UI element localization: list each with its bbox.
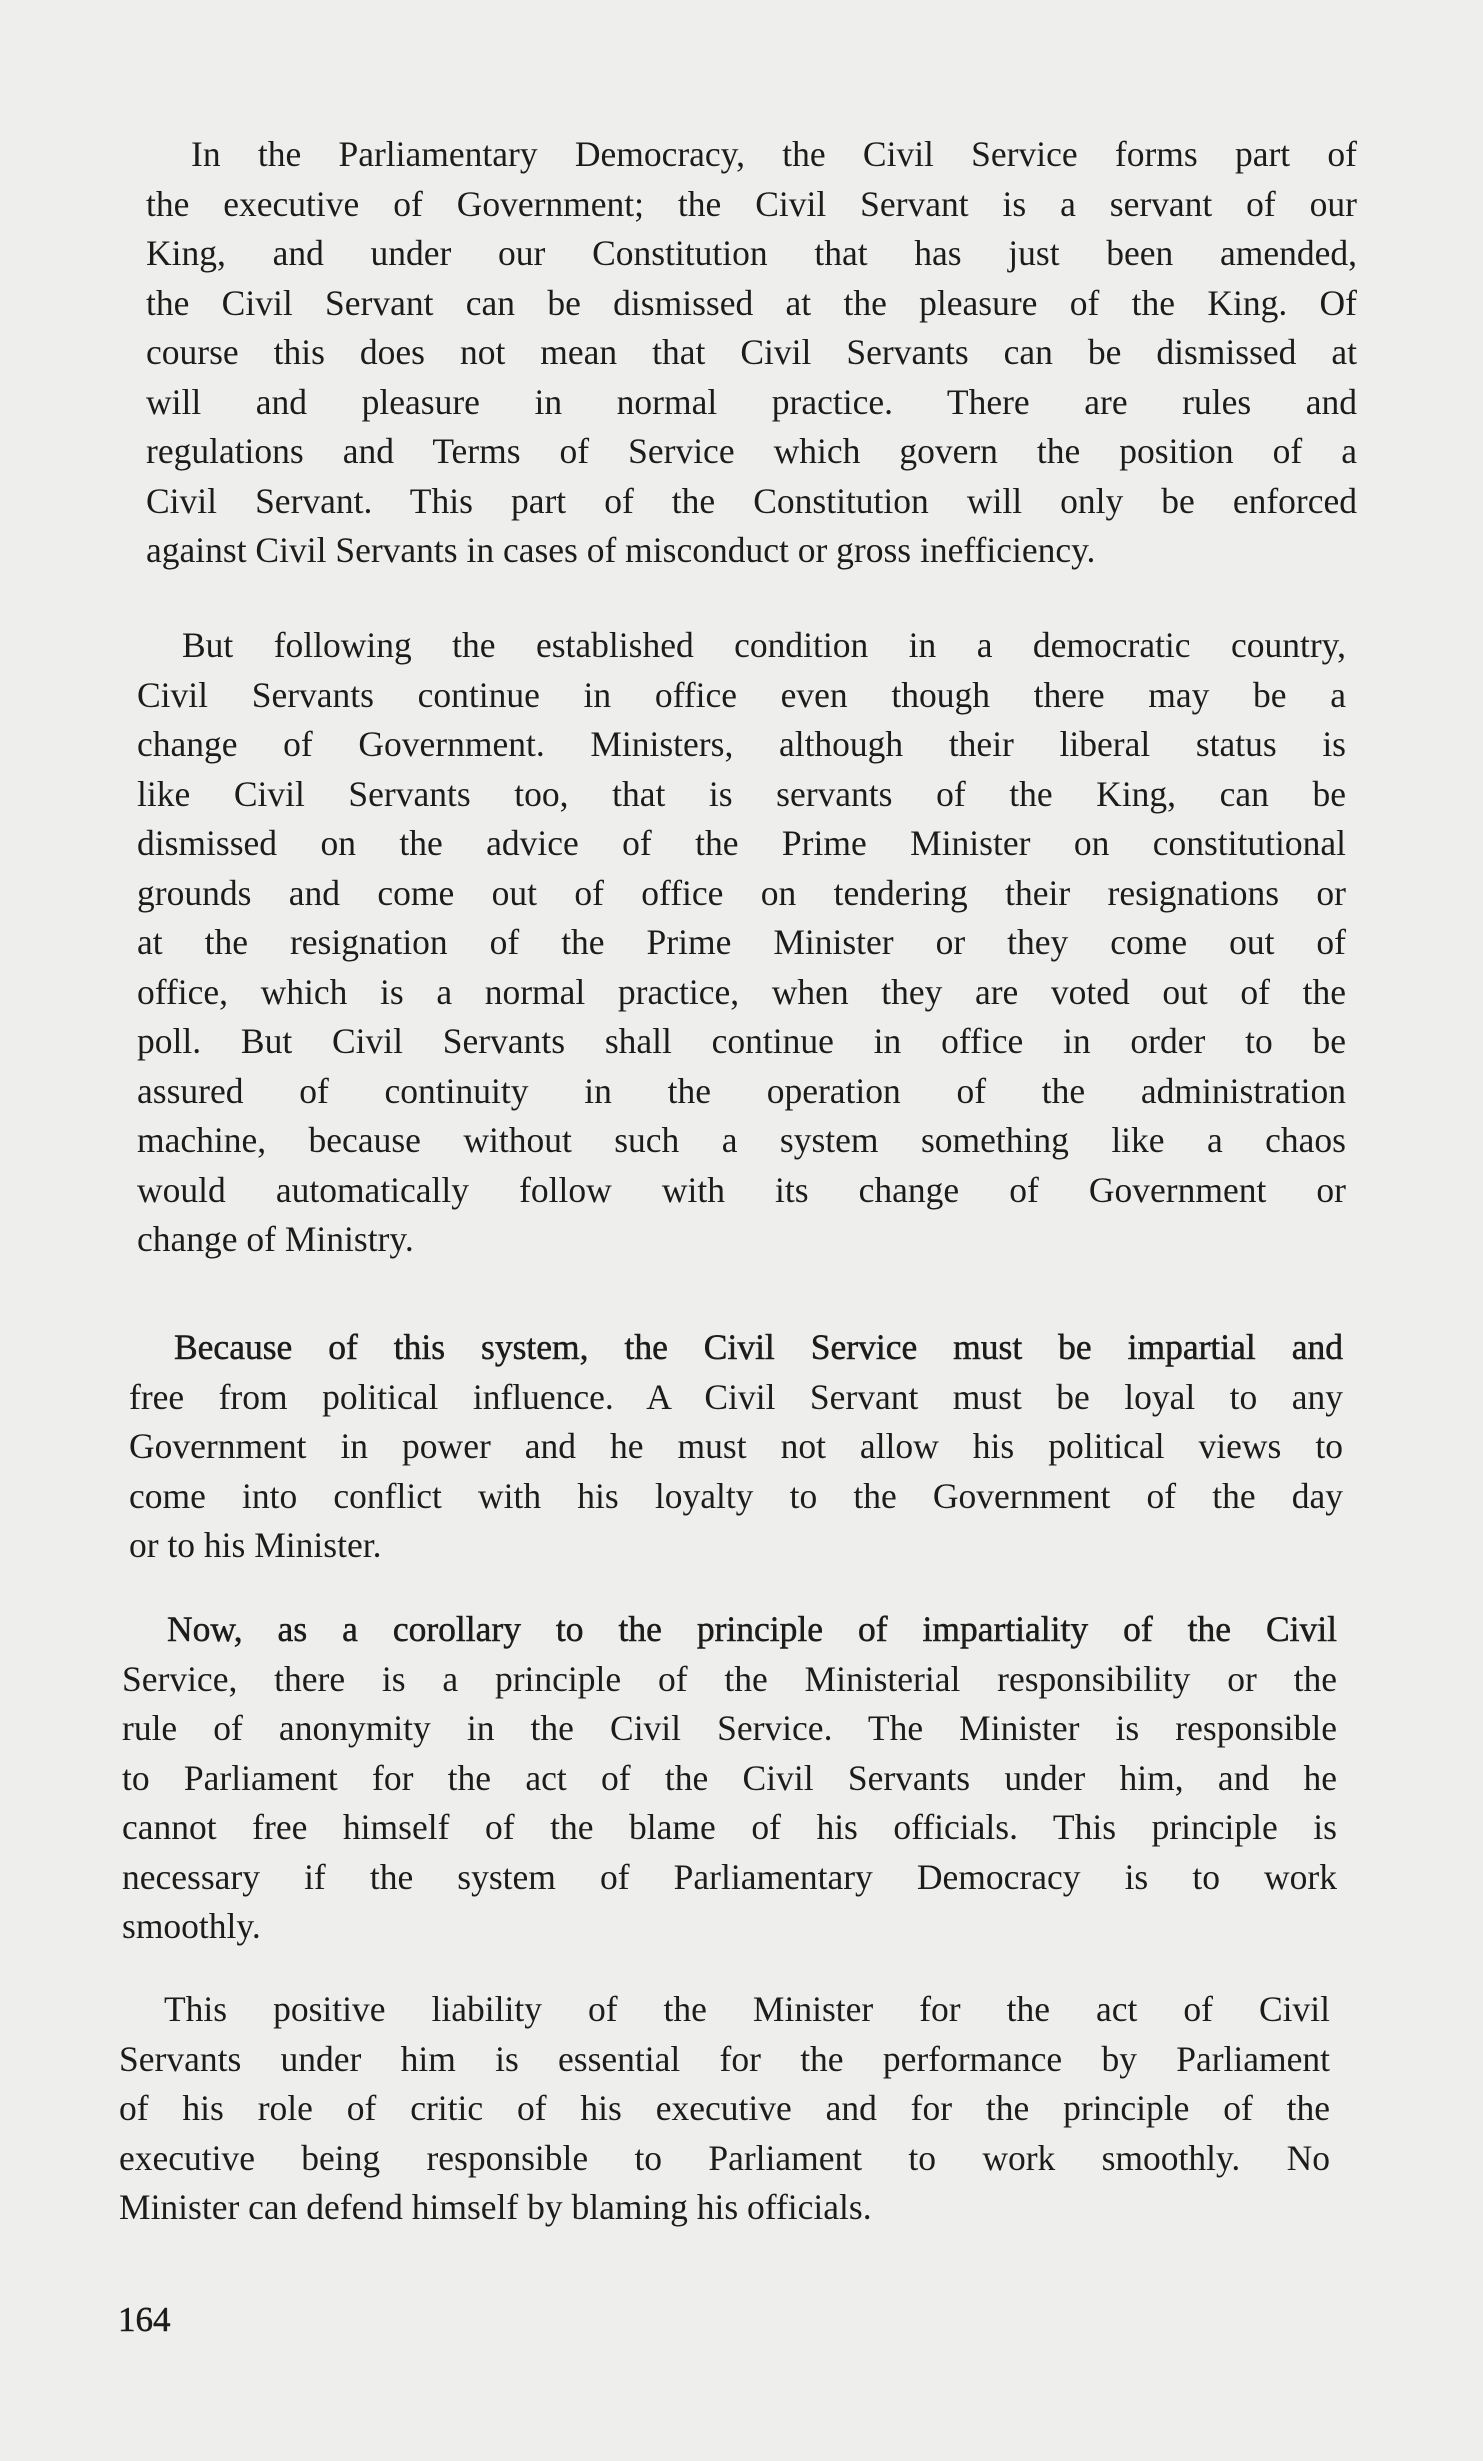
text-line: Government in power and he must not allow his political views to bbox=[129, 1426, 1343, 1466]
text-line: to Parliament for the act of the Civil Servants under him, and he bbox=[122, 1757, 1337, 1798]
text-line: change of Government. Ministers, although their liberal status is bbox=[137, 724, 1346, 764]
text-line: like Civil Servants too, that is servants of the King, can be bbox=[137, 773, 1346, 814]
text-line: smoothly. bbox=[122, 1906, 261, 1946]
text-line: machine, because without such a system something like a chaos bbox=[137, 1120, 1346, 1160]
text-line: of his role of critic of his executive and for the principle of the bbox=[119, 2088, 1330, 2128]
paragraph bbox=[146, 130, 1357, 576]
text-line: regulations and Terms of Service which govern the position of a bbox=[146, 431, 1357, 471]
text-line: free from political influence. A Civil Servant must be loyal to any bbox=[129, 1376, 1343, 1417]
text-line: at the resignation of the Prime Minister or they come out of bbox=[137, 922, 1346, 962]
text-line: executive being responsible to Parliament to work smoothly. No bbox=[119, 2137, 1330, 2178]
text-line: grounds and come out of office on tendering their resignations or bbox=[137, 872, 1346, 913]
text-line: come into conflict with his loyalty to the Government of the day bbox=[129, 1475, 1343, 1516]
text-line: cannot free himself of the blame of his officials. This principle is bbox=[122, 1807, 1337, 1847]
text-line: Civil Servants continue in office even though there may be a bbox=[137, 674, 1346, 715]
text-line: necessary if the system of Parliamentary Democracy is to work bbox=[122, 1856, 1337, 1897]
text-line: the executive of Government; the Civil Servant is a servant of our bbox=[146, 183, 1357, 224]
text-line: Minister can defend himself by blaming his officials. bbox=[119, 2187, 872, 2227]
page-number: 164 bbox=[118, 2300, 171, 2339]
paragraph bbox=[129, 1323, 1343, 1571]
text-line: office, which is a normal practice, when they are voted out of the bbox=[137, 971, 1346, 1012]
text-line: King, and under our Constitution that has just been amended, bbox=[146, 233, 1357, 273]
text-line: change of Ministry. bbox=[137, 1219, 414, 1259]
text-line: against Civil Servants in cases of misconduct or gross inefficiency. bbox=[146, 530, 1096, 570]
paragraph bbox=[137, 621, 1346, 1265]
text-line: Service, there is a principle of the Ministerial responsibility or the bbox=[122, 1658, 1337, 1699]
paragraph bbox=[122, 1605, 1337, 1952]
paragraph bbox=[119, 1985, 1330, 2233]
text-line: This positive liability of the Minister for the act of Civil bbox=[164, 1989, 1330, 2029]
text-line: or to his Minister. bbox=[129, 1525, 382, 1565]
text-line: would automatically follow with its change of Government or bbox=[137, 1169, 1346, 1210]
text-line: rule of anonymity in the Civil Service. The Minister is responsible bbox=[122, 1708, 1337, 1748]
text-line: Now, as a corollary to the principle of impartiality of the Civil bbox=[167, 1609, 1337, 1649]
text-line: the Civil Servant can be dismissed at the pleasure of the King. Of bbox=[146, 282, 1357, 323]
text-line: poll. But Civil Servants shall continue in office in order to be bbox=[137, 1021, 1346, 1061]
text-line: Because of this system, the Civil Service must be impartial and bbox=[174, 1327, 1343, 1367]
text-line: dismissed on the advice of the Prime Minister on constitutional bbox=[137, 823, 1346, 863]
text-line: assured of continuity in the operation of the administration bbox=[137, 1070, 1346, 1111]
text-line: In the Parliamentary Democracy, the Civil Service forms part of bbox=[191, 134, 1357, 174]
text-line: Civil Servant. This part of the Constitution will only be enforced bbox=[146, 480, 1357, 521]
text-line: Servants under him is essential for the performance by Parliament bbox=[119, 2038, 1330, 2079]
text-line: will and pleasure in normal practice. There are rules and bbox=[146, 381, 1357, 422]
text-line: course this does not mean that Civil Servants can be dismissed at bbox=[146, 332, 1357, 372]
text-line: But following the established condition in a democratic country, bbox=[182, 625, 1346, 665]
